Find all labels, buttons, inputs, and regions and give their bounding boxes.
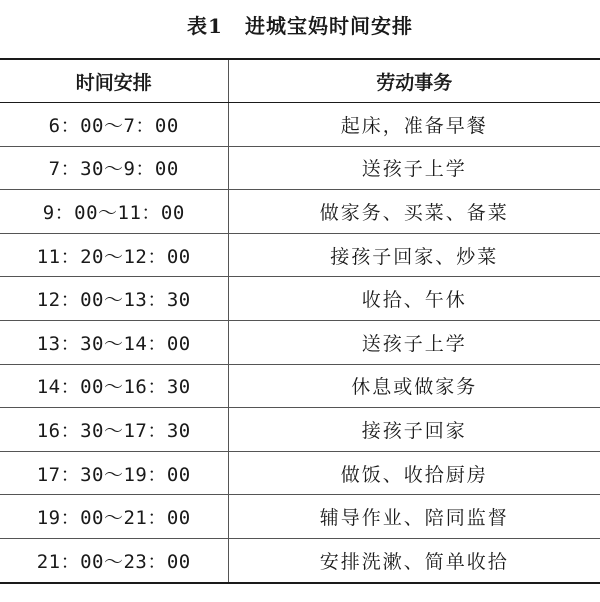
table-row <box>0 320 600 364</box>
time-cell: 6：00～7：00 <box>0 103 228 147</box>
task-cell: 做家务、买菜、备菜 <box>228 190 600 234</box>
table-row <box>0 233 600 277</box>
table-caption: 进城宝妈时间安排 <box>244 14 413 38</box>
table-number: 表1 <box>187 14 223 38</box>
task-cell: 收拾、午休 <box>228 277 600 321</box>
table-row <box>0 451 600 495</box>
time-cell: 11：20～12：00 <box>0 233 228 277</box>
time-cell: 17：30～19：00 <box>0 451 228 495</box>
table-row <box>0 190 600 234</box>
task-cell: 做饭、收拾厨房 <box>228 451 600 495</box>
time-cell: 13：30～14：00 <box>0 320 228 364</box>
table-row <box>0 277 600 321</box>
time-cell: 19：00～21：00 <box>0 495 228 539</box>
table-row <box>0 146 600 190</box>
time-cell: 12：00～13：30 <box>0 277 228 321</box>
time-cell: 14：00～16：30 <box>0 364 228 408</box>
table-row <box>0 408 600 452</box>
task-cell: 接孩子回家、炒菜 <box>228 233 600 277</box>
table-row <box>0 103 600 147</box>
task-cell: 辅导作业、陪同监督 <box>228 495 600 539</box>
task-cell: 安排洗漱、简单收拾 <box>228 538 600 582</box>
table-row <box>0 538 600 582</box>
task-cell: 休息或做家务 <box>228 364 600 408</box>
task-cell: 送孩子上学 <box>228 146 600 190</box>
header-row <box>0 59 600 103</box>
schedule-table <box>0 58 600 584</box>
header-task: 劳动事务 <box>228 59 600 103</box>
task-cell: 接孩子回家 <box>228 408 600 452</box>
header-time: 时间安排 <box>0 59 228 103</box>
task-cell: 送孩子上学 <box>228 320 600 364</box>
table-title <box>0 0 600 52</box>
table-row <box>0 364 600 408</box>
time-cell: 9：00～11：00 <box>0 190 228 234</box>
time-cell: 7：30～9：00 <box>0 146 228 190</box>
time-cell: 21：00～23：00 <box>0 538 228 582</box>
table-row <box>0 495 600 539</box>
task-cell: 起床，准备早餐 <box>228 103 600 147</box>
time-cell: 16：30～17：30 <box>0 408 228 452</box>
